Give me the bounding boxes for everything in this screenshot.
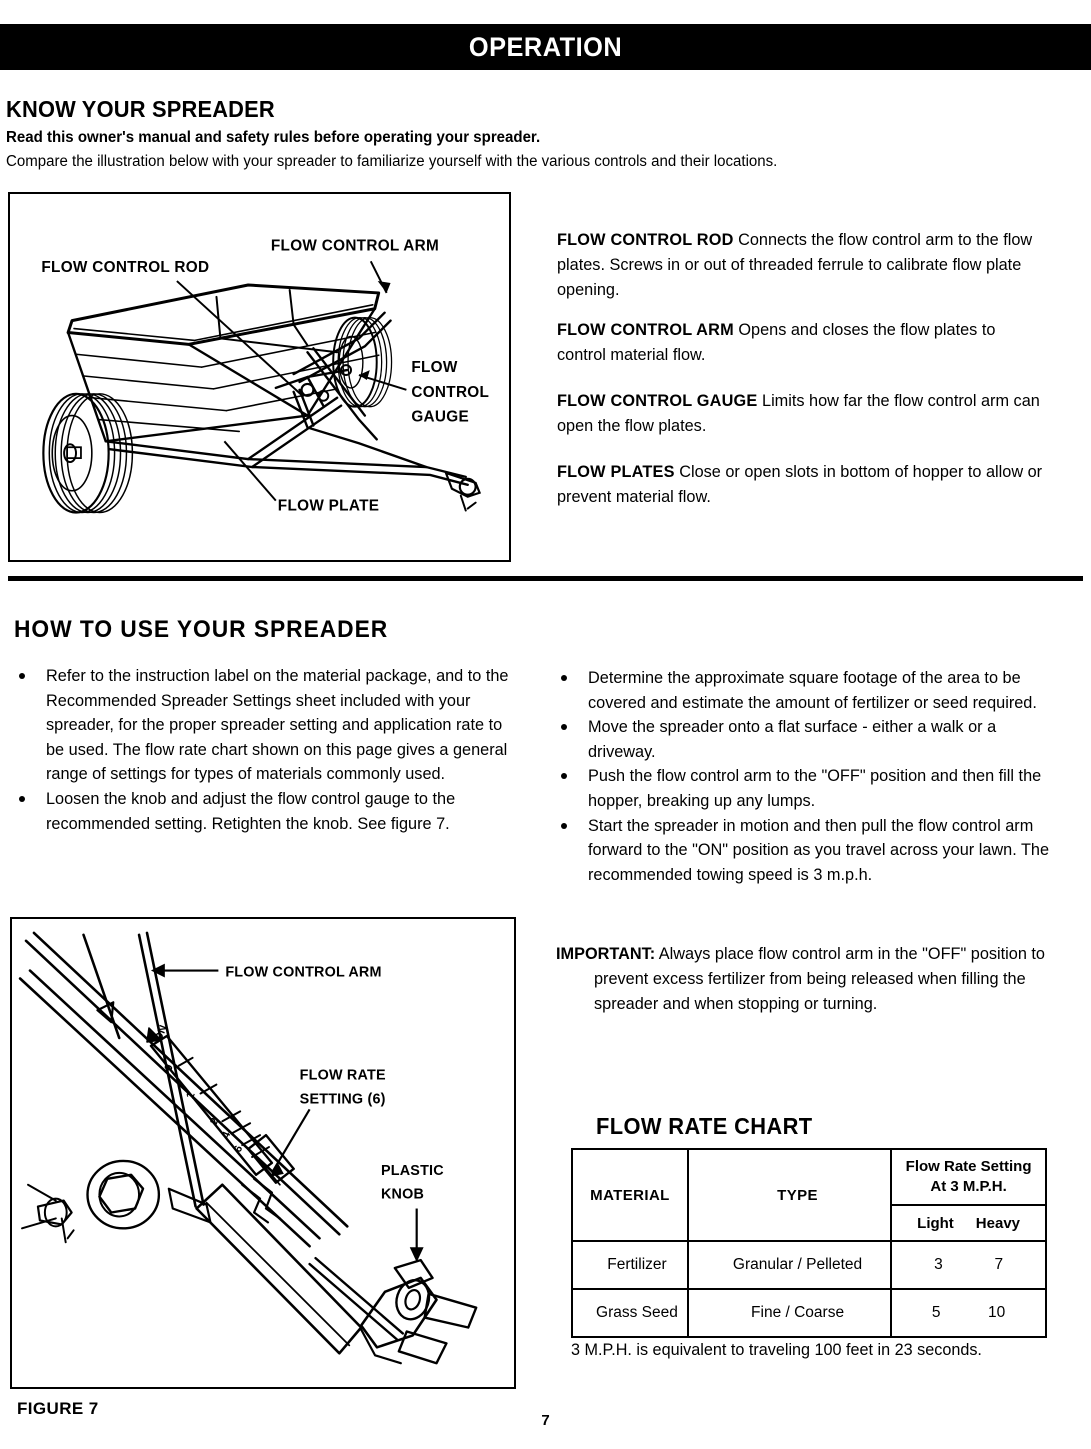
figure7-label-flow-control-arm: FLOW CONTROL ARM — [225, 964, 382, 981]
spreader-illustration-box — [8, 192, 511, 562]
gauge-scale-2: 2 — [208, 1116, 222, 1127]
definition-term: FLOW CONTROL ARM — [557, 321, 734, 339]
cell-light-value: 3 — [934, 1256, 943, 1273]
list-item-text: Push the flow control arm to the "OFF" position and then fill the hopper, breaking up any lumps. — [588, 767, 1042, 810]
figure7-caption: FIGURE 7 — [17, 1399, 99, 1418]
cell-type: Fine / Coarse — [688, 1289, 891, 1337]
list-item — [14, 664, 514, 787]
important-notice — [556, 942, 1091, 1016]
list-item — [556, 814, 1056, 888]
list-item-text: Loosen the knob and adjust the flow control gauge to the recommended setting. Retighten the knob. See figure 7. — [46, 789, 456, 833]
bullet-dot-icon — [561, 823, 567, 829]
bullet-dot-icon — [19, 796, 25, 802]
spreader-label-flow-control-rod: FLOW CONTROL ROD — [41, 259, 210, 277]
bullet-dot-icon — [561, 724, 567, 730]
definition-flow-control-arm — [557, 318, 1047, 368]
list-item — [556, 715, 1056, 764]
flow-rate-chart-heading: FLOW RATE CHART — [596, 1113, 813, 1139]
bullet-dot-icon — [561, 773, 567, 779]
definition-term: FLOW CONTROL ROD — [557, 231, 734, 249]
gauge-scale-6: 6 — [231, 1144, 246, 1155]
cell-light-value: 5 — [931, 1304, 941, 1321]
list-item — [14, 787, 514, 836]
how-to-use-left-bullets — [14, 664, 514, 836]
figure7-illustration-svg — [12, 919, 514, 1387]
column-header-heavy: Heavy — [975, 1214, 1020, 1232]
cell-heavy-value: 10 — [988, 1304, 1006, 1321]
table-header-row — [572, 1149, 1046, 1205]
flow-rate-setting-line2: At 3 M.P.H. — [930, 1178, 1007, 1195]
cell-type: Granular / Pelleted — [688, 1241, 891, 1289]
figure7-leader-arrowheads — [151, 964, 424, 1262]
list-item-text: Start the spreader in motion and then pull the flow control arm forward to the "ON" position as you travel across your lawn. The recommended towing speed is 3 m.p.h. — [588, 816, 1050, 884]
important-label: IMPORTANT: — [556, 945, 656, 963]
gauge-scale-0: 0 — [162, 1062, 176, 1073]
definition-term: FLOW PLATES — [557, 463, 675, 481]
definition-text: Limits how far the flow control arm can open the flow plates. — [557, 392, 1040, 435]
flow-rate-table — [571, 1148, 1047, 1338]
how-to-use-right-bullets — [556, 666, 1056, 887]
spreader-label-flow-control-gauge-line3: GAUGE — [411, 408, 470, 426]
cell-heavy-value: 7 — [994, 1256, 1004, 1273]
section-divider-rule — [8, 576, 1083, 581]
gauge-scale-4: 4 — [219, 1130, 234, 1141]
figure7-label-flow-rate-setting-line1: FLOW RATE — [299, 1067, 386, 1084]
bullet-dot-icon — [561, 675, 567, 681]
page-title: OPERATION — [468, 31, 623, 62]
gauge-scale-on: ON — [152, 1023, 170, 1044]
cell-settings — [891, 1289, 1046, 1337]
figure7-label-plastic-knob-line1: PLASTIC — [380, 1162, 444, 1179]
column-header-type: TYPE — [688, 1149, 891, 1241]
figure7-illustration-box — [10, 917, 516, 1389]
compare-illustration-note: Compare the illustration below with your spreader to familiarize yourself with the various controls and their locations. — [6, 153, 778, 170]
how-to-use-heading: HOW TO USE YOUR SPREADER — [14, 616, 389, 643]
flow-rate-setting-line1: Flow Rate Setting — [905, 1158, 1032, 1175]
list-item — [556, 764, 1056, 813]
gauge-scale-1: 1 — [184, 1090, 198, 1101]
definition-text: Close or open slots in bottom of hopper to allow or prevent material flow. — [557, 463, 1043, 506]
know-your-spreader-heading: KNOW YOUR SPREADER — [6, 96, 275, 122]
spreader-illustration-svg — [10, 194, 509, 560]
spreader-label-flow-plate: FLOW PLATE — [277, 497, 380, 515]
flow-rate-chart-footnote: 3 M.P.H. is equivalent to traveling 100 feet in 23 seconds. — [571, 1341, 982, 1359]
cell-material: Grass Seed — [572, 1289, 688, 1337]
definition-flow-plates — [557, 460, 1047, 510]
cell-material: Fertilizer — [572, 1241, 688, 1289]
figure7-leader-lines — [159, 971, 417, 1255]
column-header-flow-rate-setting — [891, 1149, 1046, 1205]
definition-text: Opens and closes the flow plates to control material flow. — [557, 321, 996, 364]
definition-flow-control-rod — [557, 228, 1047, 303]
spreader-label-flow-control-gauge-line2: CONTROL — [411, 383, 490, 401]
figure7-label-plastic-knob-line2: KNOB — [380, 1186, 425, 1203]
definition-term: FLOW CONTROL GAUGE — [557, 392, 758, 410]
table-row — [572, 1289, 1046, 1337]
column-header-light: Light — [917, 1214, 954, 1232]
column-header-material: MATERIAL — [572, 1149, 688, 1241]
list-item-text: Determine the approximate square footage of the area to be covered and estimate the amount of fertilizer or seed required. — [588, 669, 1037, 712]
important-text: Always place flow control arm in the "OFF" position to prevent excess fertilizer from being released when filling the spreader and when stopping or turning. — [594, 945, 1045, 1013]
bullet-dot-icon — [19, 673, 25, 679]
page-number: 7 — [541, 1412, 550, 1429]
manual-read-notice: Read this owner's manual and safety rules before operating your spreader. — [6, 129, 541, 146]
definition-text: Connects the flow control arm to the flow plates. Screws in or out of threaded ferrule to calibrate flow plate opening. — [557, 231, 1033, 299]
page-header-banner — [0, 24, 1091, 70]
cell-settings — [891, 1241, 1046, 1289]
table-row — [572, 1241, 1046, 1289]
figure7-label-flow-rate-setting-line2: SETTING (6) — [299, 1091, 386, 1108]
column-header-light-heavy — [891, 1205, 1046, 1241]
spreader-label-flow-control-gauge-line1: FLOW — [411, 359, 458, 377]
list-item — [556, 666, 1056, 715]
definition-flow-control-gauge — [557, 389, 1047, 439]
list-item-text: Refer to the instruction label on the material package, and to the Recommended Spreader Settings sheet included with your spreader, for the proper spreader setting and application rate to be used. The flow rate chart shown on this page gives a general range of settings for types of materials commonly used. — [46, 667, 509, 784]
spreader-label-flow-control-arm: FLOW CONTROL ARM — [270, 237, 440, 255]
list-item-text: Move the spreader onto a flat surface - either a walk or a driveway. — [588, 718, 997, 761]
